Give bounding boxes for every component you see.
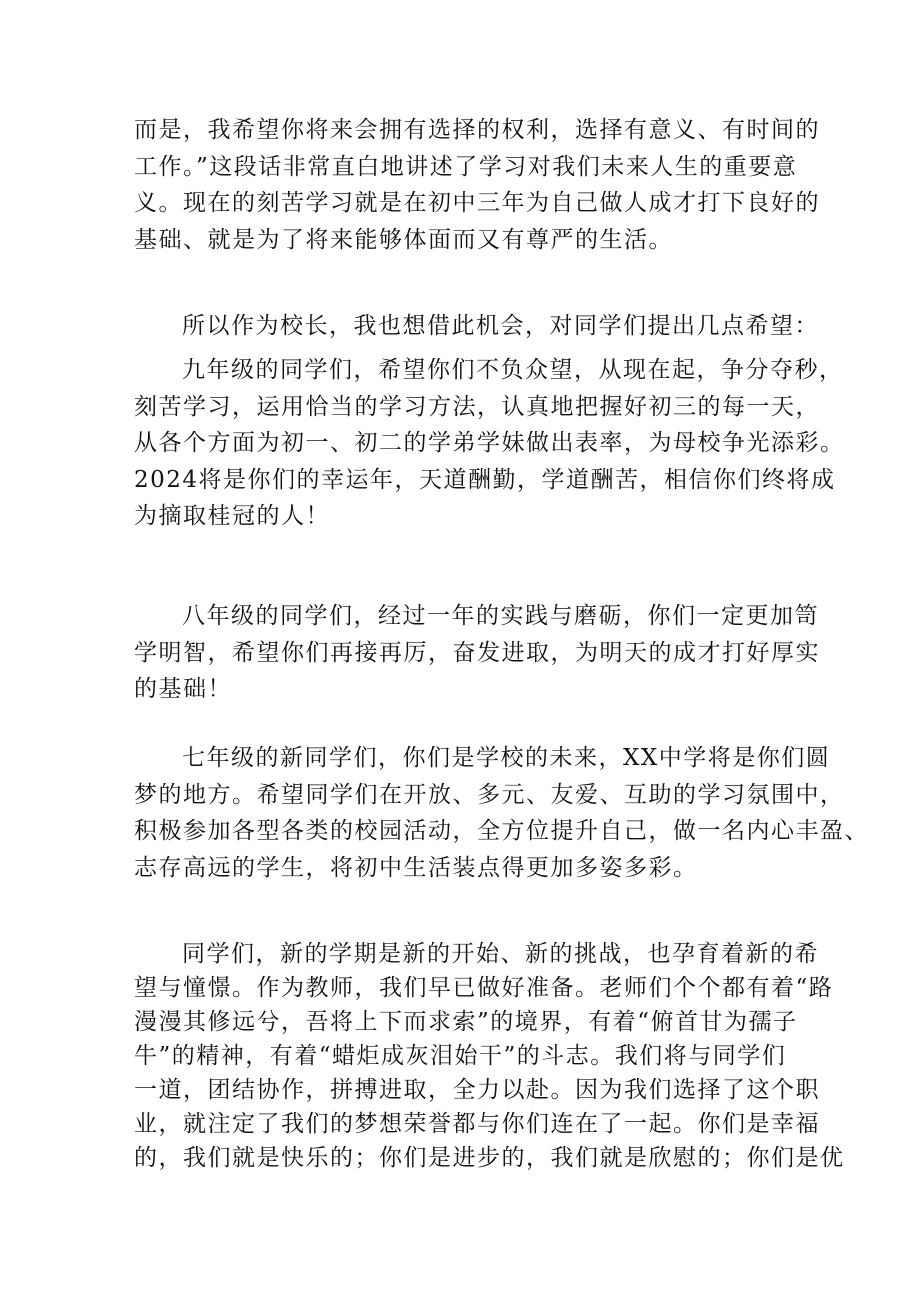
paragraph-future-choice — [134, 112, 820, 258]
text-line: 业，就注定了我们的梦想荣誉都与你们连在了一起。你们是幸福 — [134, 1111, 820, 1137]
text-line: 从各个方面为初一、初二的学弟学妹做出表率，为母校争光添彩。 — [134, 430, 845, 456]
paragraph-grade-nine — [134, 352, 845, 535]
text-line: 义。现在的刻苦学习就是在初中三年为自己做人成才打下良好的 — [134, 190, 820, 216]
text-line: 志存高远的学生，将初中生活装点得更加多姿多彩。 — [134, 854, 698, 881]
text-line: 积极参加各型各类的校园活动，全方位提升自己，做一名内心丰盈、 — [134, 818, 869, 844]
text-line: 同学们，新的学期是新的开始、新的挑战，也孕育着新的希 — [182, 941, 819, 967]
text-line: 望与憧憬。作为教师，我们早已做好准备。老师们个个都有着“路 — [134, 975, 834, 1001]
text-line: 为摘取桂冠的人！ — [134, 503, 330, 529]
text-line: 2024将是你们的幸运年，天道酬勤，学道酬苦，相信你们终将成 — [134, 466, 836, 493]
text-line: 漫漫其修远兮，吾将上下而求索”的境界，有着“俯首甘为孺子 — [134, 1009, 798, 1035]
text-line: 八年级的同学们，经过一年的实践与磨砺，你们一定更加笥 — [182, 603, 819, 629]
text-line: 工作。”这段话非常直白地讲述了学习对我们未来人生的重要意 — [134, 153, 798, 180]
text-line: 所以作为校长，我也想借此机会，对同学们提出几点希望： — [182, 313, 819, 339]
text-line: 梦的地方。希望同学们在开放、多元、友爱、互助的学习氛围中， — [134, 781, 845, 808]
paragraph-new-semester — [134, 937, 845, 1175]
text-line: 牛”的精神，有着“蜡炬成灰泪始干”的斗志。我们将与同学们 — [134, 1043, 787, 1069]
paragraph-principal-hopes — [134, 308, 819, 344]
paragraph-grade-eight — [134, 598, 820, 708]
text-line: 一道，团结协作，拼搏进取，全力以赴。因为我们选择了这个职 — [134, 1077, 820, 1103]
text-line: 而是，我希望你将来会拥有选择的权利，选择有意义、有时间的 — [134, 117, 820, 143]
text-line: 基础、就是为了将来能够体面而又有尊严的生活。 — [134, 226, 673, 253]
text-line: 九年级的同学们，希望你们不负众望，从现在起，争分夺秒， — [182, 357, 844, 383]
text-line: 学明智，希望你们再接再厉，奋发进取，为明天的成才打好厚实 — [134, 639, 820, 666]
text-line: 七年级的新同学们，你们是学校的未来，XX中学将是你们圆 — [182, 745, 831, 771]
text-line: 的，我们就是快乐的；你们是进步的，我们就是欣慰的；你们是优 — [134, 1145, 845, 1171]
text-line: 刻苦学习，运用恰当的学习方法，认真地把握好初三的每一天， — [134, 393, 820, 420]
paragraph-grade-seven — [134, 740, 869, 886]
text-line: 的基础！ — [134, 676, 232, 702]
